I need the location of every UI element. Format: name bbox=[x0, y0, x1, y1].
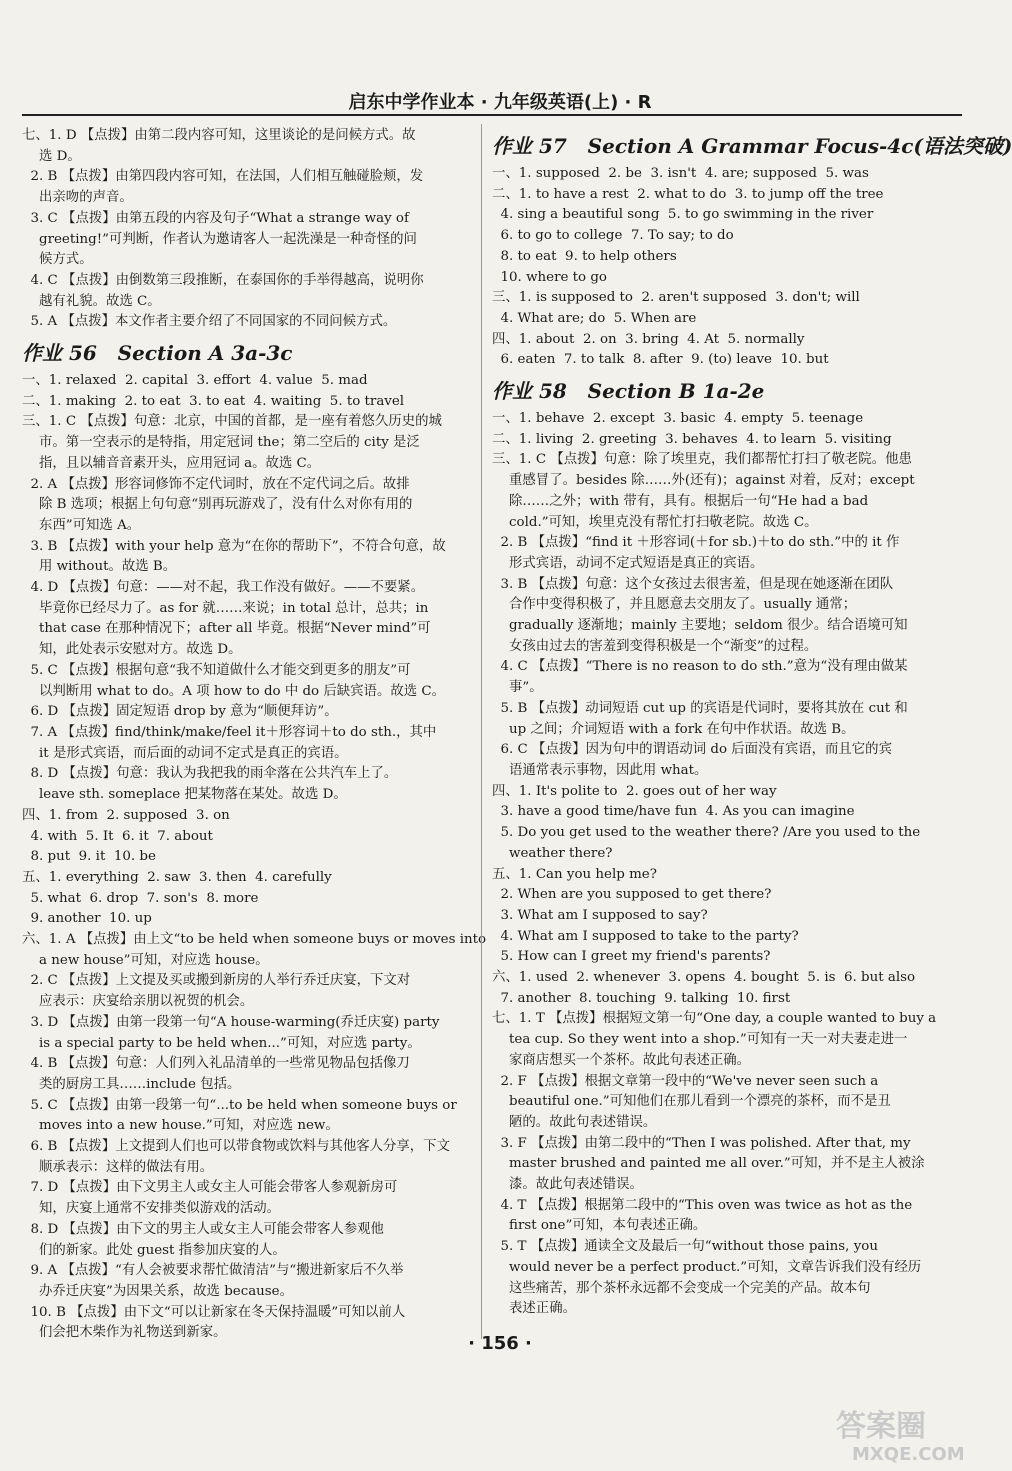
answer-line: 3. B 【点拨】句意：这个女孩过去很害羞，但是现在她逐渐在团队 bbox=[492, 576, 894, 592]
answer-line: 除 B 选项；根据上句句意“别再玩游戏了，没有什么对你有用的 bbox=[22, 497, 413, 513]
page-header: 启东中学作业本 · 九年级英语(上) · R bbox=[348, 92, 652, 113]
answer-line: 重感冒了。besides 除……外(还有)；against 对着，反对；except bbox=[492, 473, 915, 489]
section-title: 作业 57 Section A Grammar Focus-4c(语法突破) bbox=[492, 134, 1012, 158]
answer-line: 4. D 【点拨】句意：——对不起，我工作没有做好。——不要紧。 bbox=[22, 580, 425, 596]
answer-line: 5. Do you get used to the weather there? /Are you used to the bbox=[492, 825, 921, 841]
answer-line: 6. B 【点拨】上文提到人们也可以带食物或饮料与其他客人分享，下文 bbox=[22, 1139, 450, 1155]
answer-line: 类的厨房工具……include 包括。 bbox=[22, 1076, 241, 1092]
answer-line: 四、1. It's polite to 2. goes out of her way bbox=[492, 783, 777, 799]
answer-line: 2. C 【点拨】上文提及买或搬到新房的人举行乔迁庆宴，下文对 bbox=[22, 973, 411, 989]
answer-line: 女孩由过去的害羞到变得积极是一个“渐变”的过程。 bbox=[492, 638, 818, 654]
answer-line: 5. T 【点拨】通读全文及最后一句“without those pains, you bbox=[492, 1239, 878, 1255]
watermark-url: MXQE.COM bbox=[852, 1444, 965, 1465]
answer-line: 二、1. making 2. to eat 3. to eat 4. waiting 5. to travel bbox=[22, 393, 405, 409]
answer-line: 2. When are you supposed to get there? bbox=[492, 887, 772, 903]
answer-line: 们的新家。此处 guest 指参加庆宴的人。 bbox=[22, 1242, 286, 1258]
column-divider bbox=[481, 124, 482, 1339]
answer-line: would never be a perfect product.”可知，文章告诉我们没有经历 bbox=[492, 1259, 922, 1275]
answer-line: cold.”可知，埃里克没有帮忙打扫敬老院。故选 C。 bbox=[492, 514, 818, 530]
answer-line: 市。第一空表示的是特指，用定冠词 the；第二空后的 city 是泛 bbox=[22, 435, 420, 451]
answer-line: 4. C 【点拨】由倒数第三段推断，在泰国你的手举得越高，说明你 bbox=[22, 272, 424, 288]
answer-line: 表述正确。 bbox=[492, 1301, 576, 1317]
watermark-logo bbox=[830, 1400, 990, 1465]
answer-line: 候方式。 bbox=[22, 252, 93, 268]
answer-line: 7. A 【点拨】find/think/make/feel it＋形容词＋to do sth.，其中 bbox=[22, 724, 437, 740]
answer-line: 七、1. T 【点拨】根据短文第一句“One day, a couple wanted to buy a bbox=[492, 1011, 937, 1027]
answer-line: 陋的。故此句表述错误。 bbox=[492, 1114, 657, 1130]
answer-line: 选 D。 bbox=[22, 148, 81, 164]
answer-line: 越有礼貌。故选 C。 bbox=[22, 293, 161, 309]
answer-line: leave sth. someplace 把某物落在某处。故选 D。 bbox=[22, 787, 347, 803]
answer-line: 指，且以辅音音素开头，应用冠词 a。故选 C。 bbox=[22, 455, 321, 471]
answer-line: 10. B 【点拨】由下文“可以让新家在冬天保持温暖”可知以前人 bbox=[22, 1304, 406, 1320]
answer-line: 4. with 5. It 6. it 7. about bbox=[22, 828, 213, 844]
answer-line: 五、1. Can you help me? bbox=[492, 866, 657, 882]
answer-line: 5. B 【点拨】动词短语 cut up 的宾语是代词时，要将其放在 cut 和 bbox=[492, 700, 908, 716]
answer-line: that case 在那种情况下；after all 毕竟。根据“Never mind”可 bbox=[22, 621, 431, 637]
answer-line: 合作中变得积极了，并且愿意去交朋友了。usually 通常； bbox=[492, 597, 857, 613]
answer-line: 4. T 【点拨】根据第二段中的“This oven was twice as hot as the bbox=[492, 1197, 913, 1213]
answer-line: 4. sing a beautiful song 5. to go swimming in the river bbox=[492, 207, 874, 223]
watermark-text: 答案圈 bbox=[836, 1409, 926, 1444]
answer-line: 2. F 【点拨】根据文章第一段中的“We've never seen such a bbox=[492, 1073, 879, 1089]
section-title: 作业 56 Section A 3a-3c bbox=[22, 341, 293, 366]
answer-line: 二、1. to have a rest 2. what to do 3. to jump off the tree bbox=[492, 186, 884, 202]
answer-line: 三、1. C 【点拨】句意：北京，中国的首都，是一座有着悠久历史的城 bbox=[22, 414, 442, 430]
answer-line: 9. another 10. up bbox=[22, 911, 152, 927]
answer-line: first one”可知，本句表述正确。 bbox=[492, 1218, 707, 1234]
answer-line: 毕竟你已经尽力了。as for 就……来说；in total 总计，总共；in bbox=[22, 600, 429, 616]
answer-line: a new house”可知，对应选 house。 bbox=[22, 952, 269, 968]
answer-line: 六、1. A 【点拨】由上文“to be held when someone buys or moves into bbox=[22, 932, 487, 948]
answer-line: 3. What am I supposed to say? bbox=[492, 907, 708, 923]
answer-line: 事”。 bbox=[492, 680, 543, 696]
answer-line: 这些痛苦，那个茶杯永远都不会变成一个完美的产品。故本句 bbox=[492, 1280, 871, 1296]
answer-line: 9. A 【点拨】“有人会被要求帮忙做清洁”与“搬进新家后不久举 bbox=[22, 1263, 404, 1279]
answer-line: 应表示：庆宴给亲朋以祝贺的机会。 bbox=[22, 994, 254, 1010]
answer-line: 6. eaten 7. to talk 8. after 9. (to) leave 10. but bbox=[492, 352, 829, 368]
answer-line: 3. have a good time/have fun 4. As you can imagine bbox=[492, 804, 855, 820]
answer-line: 以判断用 what to do。A 项 how to do 中 do 后缺宾语。故选 C。 bbox=[22, 683, 446, 699]
answer-line: 6. D 【点拨】固定短语 drop by 意为“顺便拜访”。 bbox=[22, 704, 338, 720]
answer-line: 出亲吻的声音。 bbox=[22, 190, 133, 206]
answer-line: 7. another 8. touching 9. talking 10. first bbox=[492, 990, 791, 1006]
answer-line: 三、1. is supposed to 2. aren't supposed 3. don't; will bbox=[492, 290, 860, 306]
answer-line: 10. where to go bbox=[492, 269, 607, 285]
answer-line: 知，此处表示安慰对方。故选 D。 bbox=[22, 642, 242, 658]
answer-line: moves into a new house.”可知，对应选 new。 bbox=[22, 1118, 339, 1134]
answer-line: 3. C 【点拨】由第五段的内容及句子“What a strange way of bbox=[22, 210, 409, 226]
answer-line: 漆。故此句表述错误。 bbox=[492, 1177, 643, 1193]
answer-line: master brushed and painted me all over.”可知，并不是主人被涂 bbox=[492, 1156, 925, 1172]
answer-line: 七、1. D 【点拨】由第二段内容可知，这里谈论的是问候方式。故 bbox=[22, 128, 416, 143]
answer-line: 一、1. relaxed 2. capital 3. effort 4. value 5. mad bbox=[22, 373, 368, 389]
answer-line: 六、1. used 2. whenever 3. opens 4. bought 5. is 6. but also bbox=[492, 970, 916, 986]
answer-line: gradually 逐渐地；mainly 主要地；seldom 很少。结合语境可知 bbox=[492, 618, 908, 634]
answer-line: greeting!”可判断，作者认为邀请客人一起洗澡是一种奇怪的问 bbox=[22, 231, 417, 247]
answer-line: 5. C 【点拨】根据句意“我不知道做什么才能交到更多的朋友”可 bbox=[22, 662, 411, 678]
answer-line: 2. B 【点拨】由第四段内容可知，在法国，人们相互触碰脸颊，发 bbox=[22, 169, 424, 185]
answer-line: is a special party to be held when...”可知，对应选 party。 bbox=[22, 1035, 421, 1051]
answer-line: 4. B 【点拨】句意：人们列入礼品清单的一些常见物品包括像刀 bbox=[22, 1056, 410, 1072]
answer-line: 5. C 【点拨】由第一段第一句“...to be held when someone buys or bbox=[22, 1097, 457, 1113]
answer-line: 3. F 【点拨】由第二段中的“Then I was polished. After that, my bbox=[492, 1135, 911, 1151]
answer-line: 4. What am I supposed to take to the party? bbox=[492, 928, 799, 944]
answer-line: 2. A 【点拨】形容词修饰不定代词时，放在不定代词之后。故排 bbox=[22, 476, 410, 492]
right-column bbox=[492, 126, 1012, 1320]
answer-line: 四、1. from 2. supposed 3. on bbox=[22, 807, 230, 823]
answer-line: 东西”可知选 A。 bbox=[22, 517, 141, 533]
answer-line: 8. D 【点拨】由下文的男主人或女主人可能会带客人参观他 bbox=[22, 1221, 384, 1237]
answer-line: 8. put 9. it 10. be bbox=[22, 849, 156, 865]
answer-line: 6. C 【点拨】因为句中的谓语动词 do 后面没有宾语，而且它的宾 bbox=[492, 742, 892, 758]
answer-line: 五、1. everything 2. saw 3. then 4. carefully bbox=[22, 869, 332, 885]
answer-line: it 是形式宾语，而后面的动词不定式是真正的宾语。 bbox=[22, 745, 348, 761]
answer-line: beautiful one.”可知他们在那儿看到一个漂亮的茶杯，而不是丑 bbox=[492, 1094, 891, 1110]
answer-line: 二、1. living 2. greeting 3. behaves 4. to learn 5. visiting bbox=[492, 431, 892, 447]
answer-line: 4. C 【点拨】“There is no reason to do sth.”意为“没有理由做某 bbox=[492, 659, 908, 675]
answer-line: 8. to eat 9. to help others bbox=[492, 248, 677, 264]
answer-line: 5. what 6. drop 7. son's 8. more bbox=[22, 890, 259, 906]
answer-line: 一、1. behave 2. except 3. basic 4. empty 5. teenage bbox=[492, 411, 864, 427]
answer-line: 语通常表示事物，因此用 what。 bbox=[492, 762, 708, 778]
answer-line: 5. How can I greet my friend's parents? bbox=[492, 949, 771, 965]
answer-line: 5. A 【点拨】本文作者主要介绍了不同国家的不同问候方式。 bbox=[22, 314, 397, 330]
answer-line: 形式宾语，动词不定式短语是真正的宾语。 bbox=[492, 555, 764, 571]
answer-line: 7. D 【点拨】由下文男主人或女主人可能会带客人参观新房可 bbox=[22, 1180, 398, 1196]
answer-line: 顺承表示：这样的做法有用。 bbox=[22, 1159, 214, 1175]
answer-line: 2. B 【点拨】“find it ＋形容词(＋for sb.)＋to do sth.”中的 it 作 bbox=[492, 535, 900, 551]
answer-line: 4. What are; do 5. When are bbox=[492, 310, 697, 326]
answer-line: 除……之外；with 带有，具有。根据后一句“He had a bad bbox=[492, 493, 869, 509]
answer-line: weather there? bbox=[492, 845, 613, 861]
page-number: · 156 · bbox=[468, 1333, 532, 1354]
answer-line: tea cup. So they went into a shop.”可知有一天一对夫妻走进一 bbox=[492, 1032, 908, 1048]
answer-line: 知，庆宴上通常不安排类似游戏的活动。 bbox=[22, 1201, 281, 1217]
answer-line: 6. to go to college 7. To say; to do bbox=[492, 228, 734, 244]
answer-line: 们会把木柴作为礼物送到新家。 bbox=[22, 1325, 227, 1341]
left-column bbox=[22, 126, 487, 1344]
section-title: 作业 58 Section B 1a-2e bbox=[492, 379, 765, 404]
answer-line: 3. B 【点拨】with your help 意为“在你的帮助下”，不符合句意，故 bbox=[22, 538, 446, 554]
answer-line: 四、1. about 2. on 3. bring 4. At 5. normally bbox=[492, 331, 805, 347]
header-rule bbox=[22, 114, 962, 116]
answer-line: 用 without。故选 B。 bbox=[22, 559, 177, 575]
answer-line: 三、1. C 【点拨】句意：除了埃里克，我们都帮忙打扫了敬老院。他患 bbox=[492, 452, 912, 468]
answer-line: 一、1. supposed 2. be 3. isn't 4. are; supposed 5. was bbox=[492, 166, 869, 181]
answer-line: 8. D 【点拨】句意：我认为我把我的雨伞落在公共汽车上了。 bbox=[22, 766, 398, 782]
answer-line: 3. D 【点拨】由第一段第一句“A house-warming(乔迁庆宴) party bbox=[22, 1014, 440, 1030]
answer-line: 办乔迁庆宴”为因果关系，故选 because。 bbox=[22, 1283, 293, 1299]
answer-line: up 之间；介词短语 with a fork 在句中作状语。故选 B。 bbox=[492, 721, 855, 737]
answer-line: 家商店想买一个茶杯。故此句表述正确。 bbox=[492, 1052, 751, 1068]
